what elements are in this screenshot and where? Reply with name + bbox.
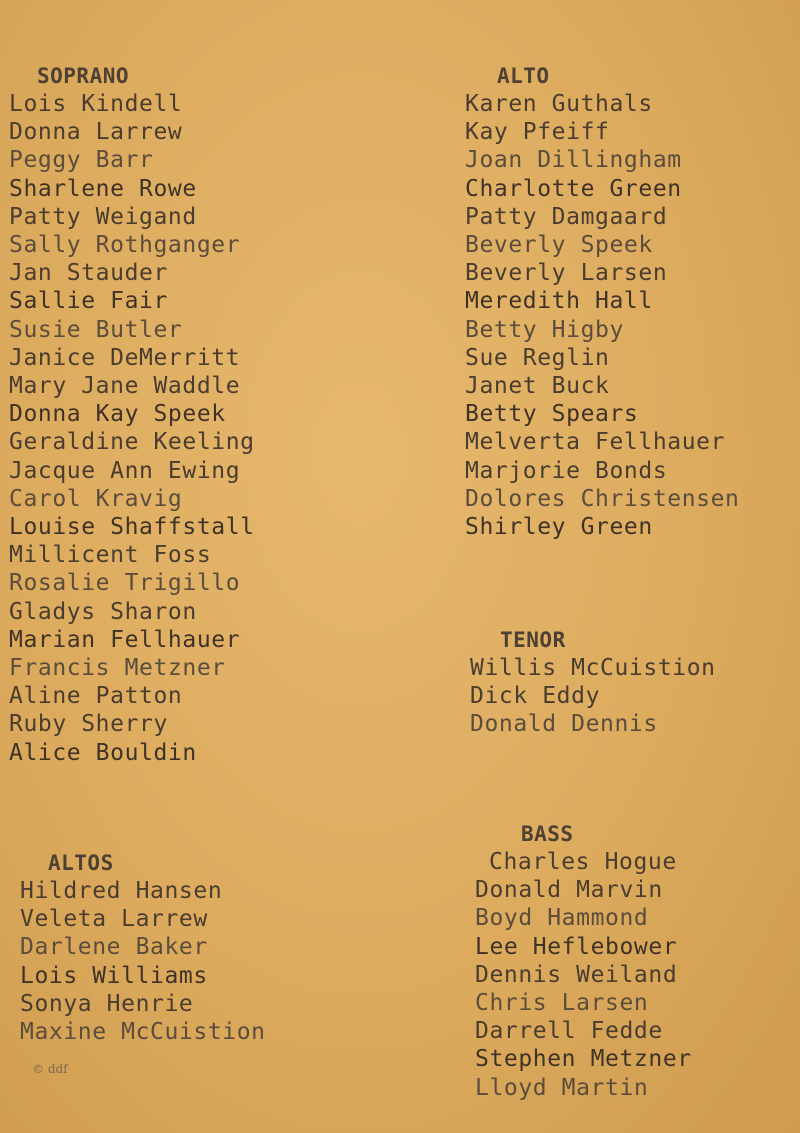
member-name: Betty Spears (465, 401, 639, 428)
member-name: Charlotte Green (465, 175, 682, 202)
member-name: Sharlene Rowe (9, 175, 197, 202)
member-name: Ruby Sherry (9, 711, 168, 738)
member-name: Donna Kay Speek (9, 401, 226, 428)
member-name: Darrell Fedde (475, 1018, 663, 1045)
member-name: Lois Williams (20, 962, 208, 989)
tenor-section (470, 626, 716, 739)
tenor-heading: TENOR (500, 628, 566, 652)
member-name: Betty Higby (465, 316, 624, 343)
member-name: Janet Buck (465, 373, 610, 400)
member-name: Peggy Barr (9, 147, 154, 174)
alto-heading: ALTO (497, 64, 550, 88)
member-name: Dick Eddy (470, 683, 601, 710)
member-name: Susie Butler (9, 316, 183, 343)
soprano-section (9, 62, 255, 767)
member-name: Jan Stauder (9, 260, 168, 287)
member-name: Lee Heflebower (475, 933, 678, 960)
member-name: Joan Dillingham (465, 147, 682, 174)
bass-list (475, 848, 692, 1102)
copyright-mark: © ddf (32, 1062, 68, 1076)
member-name: Karen Guthals (465, 91, 653, 117)
tenor-list (470, 654, 716, 739)
member-name: Beverly Speek (465, 232, 653, 259)
member-name: Patty Weigand (9, 203, 197, 230)
member-name: Meredith Hall (465, 288, 653, 315)
member-name: Donald Dennis (470, 711, 658, 738)
member-name: Geraldine Keeling (9, 429, 255, 456)
member-name: Francis Metzner (9, 655, 226, 682)
alto-section (465, 62, 740, 541)
alto-list (465, 90, 740, 541)
member-name: Dennis Weiland (475, 961, 678, 988)
member-name: Patty Damgaard (465, 203, 668, 230)
member-name: Aline Patton (9, 683, 183, 710)
member-name: Marian Fellhauer (9, 626, 241, 653)
member-name: Lois Kindell (9, 91, 183, 117)
altos-section (20, 849, 266, 1046)
member-name: Donna Larrew (9, 119, 183, 146)
member-name: Stephen Metzner (475, 1046, 692, 1073)
member-name: Dolores Christensen (465, 485, 740, 512)
member-name: Janice DeMerritt (9, 344, 241, 371)
member-name: Shirley Green (465, 514, 653, 541)
member-name: Mary Jane Waddle (9, 373, 241, 400)
member-name: Rosalie Trigillo (9, 570, 241, 597)
bass-section (475, 820, 692, 1102)
member-name: Sonya Henrie (20, 990, 194, 1017)
bass-heading: BASS (521, 822, 574, 846)
member-name: Melverta Fellhauer (465, 429, 726, 456)
member-name: Millicent Foss (9, 542, 212, 569)
member-name: Donald Marvin (475, 877, 663, 904)
member-name: Carol Kravig (9, 485, 183, 512)
member-name: Charles Hogue (489, 849, 677, 875)
altos-heading: ALTOS (48, 851, 114, 875)
member-name: Gladys Sharon (9, 598, 197, 625)
member-name: Veleta Larrew (20, 906, 208, 933)
member-name: Lloyd Martin (475, 1074, 649, 1101)
member-name: Hildred Hansen (20, 878, 223, 904)
member-name: Chris Larsen (475, 990, 649, 1017)
member-name: Beverly Larsen (465, 260, 668, 287)
member-name: Sue Reglin (465, 344, 610, 371)
member-name: Louise Shaffstall (9, 514, 255, 541)
member-name: Jacque Ann Ewing (9, 457, 241, 484)
member-name: Kay Pfeiff (465, 119, 610, 146)
member-name: Alice Bouldin (9, 739, 197, 766)
member-name: Darlene Baker (20, 934, 208, 961)
member-name: Maxine McCuistion (20, 1019, 266, 1046)
member-name: Sally Rothganger (9, 232, 241, 259)
altos-list (20, 877, 266, 1046)
member-name: Marjorie Bonds (465, 457, 668, 484)
soprano-heading: SOPRANO (37, 64, 130, 88)
member-name: Sallie Fair (9, 288, 168, 315)
soprano-list (9, 90, 255, 767)
member-name: Willis McCuistion (470, 655, 716, 681)
member-name: Boyd Hammond (475, 905, 649, 932)
